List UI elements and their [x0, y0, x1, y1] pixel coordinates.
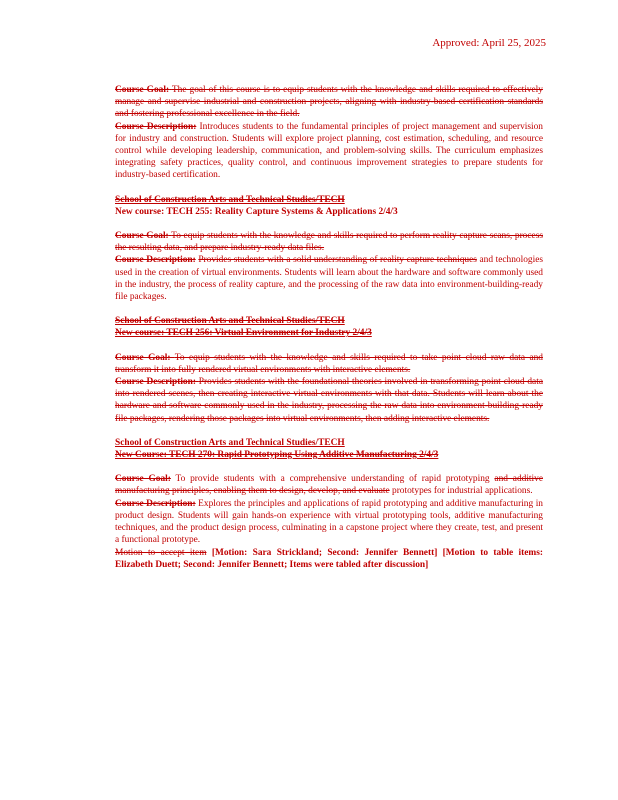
section2-desc-text: and technologies used in the creation of virtual environments. Students will learn about the hardware and software commonly used in the industry, the process of reality capture, and the processing of the raw data into environment-building-ready file packages. [115, 255, 544, 303]
section3-goal-label: Course Goal: [115, 352, 171, 363]
section1-goal [115, 84, 543, 121]
section4-goal [115, 473, 543, 497]
section2-school: School of Construction Arts and Technical Studies/TECH [115, 194, 345, 205]
section3-desc-text: Provides students with the foundational theories involved in transforming point cloud data into rendered scenes, then creating interactive virtual environments with that data. Students will learn about the hardware and software commonly used in the industry, processing the raw data into environment-building-ready file packages, rendering those packages into virtual environments, then adding interactive elements. [115, 377, 543, 424]
motion-plain: Motion to accept item [115, 547, 207, 558]
section4-goal-text: To provide students with a comprehensive understanding of rapid prototyping [175, 474, 490, 485]
section4-course-title: New Course: TECH 270: Rapid Prototyping Using Additive Manufacturing 2/4/3 [115, 450, 439, 461]
section3-goal [115, 352, 543, 376]
section4-desc-text: Explores the principles and applications of rapid prototyping and additive manufacturing in product design. Students will gain hands-on experience with virtual prototyping tools, additive manufacturing techniques, and the product design process, culminating in a capstone project where they create, test, and present a functional prototype. [115, 498, 543, 546]
section2-course-title: New course: TECH 255: Reality Capture Systems & Applications 2/4/3 [115, 206, 398, 217]
section4-school: School of Construction Arts and Technical Studies/TECH [115, 437, 345, 448]
section4-desc-label: Course Description: [115, 498, 196, 509]
section1-goal-label: Course Goal: [115, 85, 170, 95]
section2-desc-label: Course Description: [115, 255, 196, 266]
section2-desc-struck: Provides students with a solid understanding of reality capture techniques [198, 255, 477, 266]
section2-goal-text: To equip students with the knowledge and skills required to perform reality capture scans, process the resulting data, and prepare industry-ready data files. [115, 231, 543, 254]
section1-description [115, 121, 543, 182]
section2-goal [115, 230, 543, 254]
section4-goal-label: Course Goal: [115, 474, 171, 485]
document-body [115, 84, 543, 571]
section3-description [115, 376, 543, 425]
section3-goal-text: To equip students with the knowledge and skills required to take point cloud raw data and transform it into fully rendered virtual environments with interactive elements. [115, 352, 543, 375]
section4-description [115, 498, 543, 547]
section3-school: School of Construction Arts and Technical Studies/TECH [115, 316, 345, 327]
section4-goal-struck: and additive manufacturing principles, enabling them to design, develop, and evaluate [115, 474, 543, 497]
motion-line [115, 547, 543, 571]
section1-desc-text: Introduces students to the fundamental principles of project management and supervision for industry and construction. Students will explore project planning, cost estimation, scheduling, and resource control while developing leadership, communication, and problem-solving skills. The curriculum emphasizes integrating safety practices, quality control, and continuous improvement strategies to prepare students for industry-based certification. [115, 121, 543, 181]
section3-course-title: New course: TECH 256: Virtual Environment for Industry 2/4/3 [115, 328, 372, 339]
section2-description [115, 254, 543, 303]
section1-goal-text: The goal of this course is to equip students with the knowledge and skills required to effectively manage and supervise industrial and construction projects, aligning with industry-based certification standards and fostering professional excellence in the field. [115, 85, 543, 120]
motion-bold: [Motion: Sara Strickland; Second: Jennifer Bennett] [Motion to table items: Elizabeth Duett; Second: Jennifer Bennett; Items were tabled after discussion] [115, 547, 544, 570]
section2-goal-label: Course Goal: [115, 231, 169, 242]
approved-date: Approved: April 25, 2025 [432, 37, 546, 49]
section1-desc-label: Course Description: [115, 121, 197, 132]
section4-goal-tail: prototypes for industrial applications. [392, 486, 533, 497]
section3-desc-label: Course Description: [115, 377, 196, 388]
